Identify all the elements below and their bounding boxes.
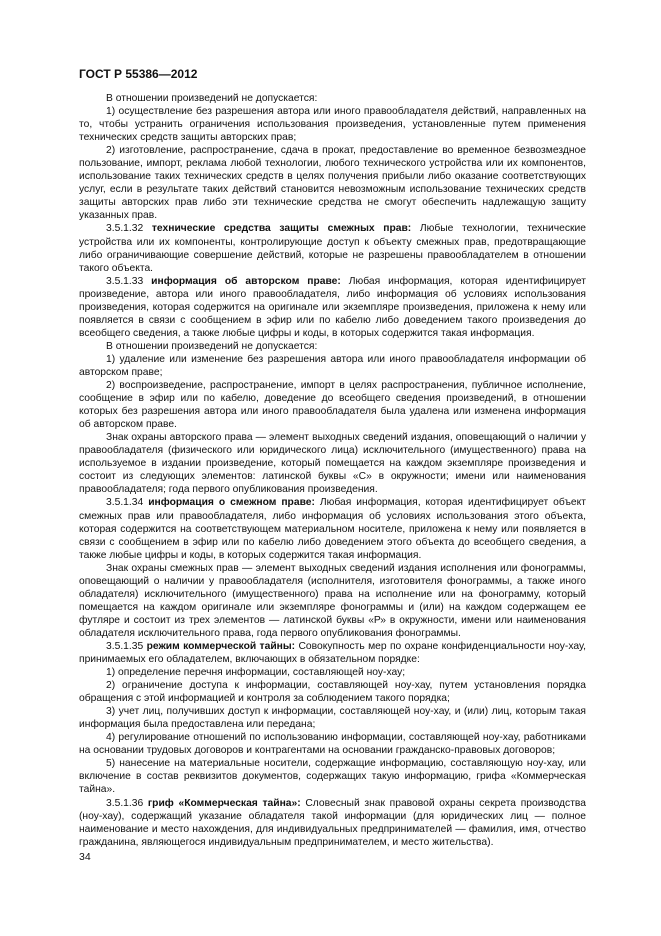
defined-term: режим коммерческой тайны:: [146, 640, 296, 652]
clause-number: 3.5.1.35: [106, 640, 144, 652]
clause-number: 3.5.1.36: [106, 797, 144, 809]
paragraph: 1) определение перечня информации, составляющей ноу-хау;: [106, 667, 406, 679]
paragraph: 2) изготовление, распространение, сдача в прокат, предоставление во временное безвозмездное пользование, импорт, реклама любой технологии, любого технического устройства или их компонентов, использование таких технических средств в целях получения прибыли либо оказание соответствующих услуг, если в результате таких действий становится невозможным использование технических средств защиты авторских прав либо эти технические средства не смогут обеспечить надлежащую защиту указанных прав.: [79, 145, 586, 222]
definition-paragraph: 3.5.1.35 режим коммерческой тайны: Совокупность мер по охране конфиденциальности ноу-хау, принимаемых его обладателем, включающих в обязательном порядке:: [79, 640, 586, 666]
definition-paragraph: 3.5.1.36 гриф «Коммерческая тайна»: Словесный знак правовой охраны секрета производства (ноу-хау), содержащий указание обладателя такой информации (для юридических лиц — полное наименование и место нахождения, для индивидуальных предпринимателей — фамилия, имя, отчество гражданина, являющегося индивидуальным предпринимателем, и место жительства).: [79, 797, 586, 848]
paragraph: В отношении произведений не допускается:: [106, 340, 318, 352]
clause-number: 3.5.1.33: [106, 275, 144, 287]
paragraph: 2) воспроизведение, распространение, импорт в целях распространения, публичное исполнение, сообщение в эфир или по кабелю, доведение до всеобщего сведения произведений, в отношении которых без разрешения автора или иного правообладателя была удалена или изменена информация об авторском праве.: [79, 380, 586, 431]
paragraph: В отношении произведений не допускается:: [106, 93, 318, 104]
defined-term: технические средства защиты смежных прав:: [151, 223, 412, 235]
defined-term: информация о смежном праве:: [148, 497, 315, 509]
defined-term: гриф «Коммерческая тайна»:: [147, 797, 301, 809]
clause-number: 3.5.1.32: [106, 223, 144, 235]
paragraph: Знак охраны смежных прав — элемент выходных сведений издания исполнения или фонограммы, оповещающий о наличии у правообладателя (исполнителя, изготовителя фонограммы, а также иного обладателя) исключительного (имущественного) права на исполнение или на фонограмму, который помещается на каждом оригинале или экземпляре фонограммы и (или) на каждом содержащем ее футляре и состоит из трех элементов — латинской буквы «Р» в окружности, имени или наименования обладателя исключительного права, года первого опубликования фонограммы.: [79, 562, 586, 639]
paragraph: 4) регулирование отношений по использованию информации, составляющей ноу-хау, работниками на основании трудовых договоров и контрагентами на основании гражданско-правовых договоров;: [79, 732, 586, 757]
defined-term: информация об авторском праве:: [151, 275, 341, 287]
document-header: ГОСТ Р 55386—2012: [79, 67, 198, 81]
paragraph: 1) удаление или изменение без разрешения автора или иного правообладателя информации об авторском праве;: [79, 353, 586, 378]
paragraph: 2) ограничение доступа к информации, составляющей ноу-хау, путем установления порядка обращения с этой информацией и контроля за соблюдением такого порядка;: [79, 680, 586, 705]
page-number: 34: [79, 851, 91, 863]
definition-paragraph: 3.5.1.33 информация об авторском праве: Любая информация, которая идентифицирует произведение, автора или иного правообладателя, либо информация об условиях использования произведения, которая содержится на оригинале или экземпляре произведения, приложена к нему или появляется в связи с сообщением в эфир или по кабелю либо доведением такого произведения до всеобщего сведения, а также любые цифры и коды, в которых содержится такая информация.: [79, 275, 586, 339]
definition-paragraph: 3.5.1.32 технические средства защиты смежных прав: Любые технологии, технические устройства или их компоненты, контролирующие доступ к объекту смежных прав, предотвращающие либо ограничивающие совершение действий, которые не разрешены правообладателем в отношении такого объекта.: [79, 223, 586, 274]
clause-number: 3.5.1.34: [106, 497, 144, 509]
paragraph: 5) нанесение на материальные носители, содержащие информацию, составляющую ноу-хау, или включение в состав реквизитов документов, содержащих такую информацию, грифа «Коммерческая тайна».: [79, 758, 586, 796]
paragraph: 3) учет лиц, получивших доступ к информации, составляющей ноу-хау, и (или) лиц, которым такая информация была предоставлена или передана;: [79, 706, 586, 731]
paragraph: Знак охраны авторского права — элемент выходных сведений издания, оповещающий о наличии у правообладателя (физического или юридического лица) исключительного (имущественного) права на используемое в издании произведение, который помещается на каждом экземпляре произведения и состоит из следующих элементов: латинской буквы «С» в окружности; имени или наименования правообладателя; года первого опубликования произведения.: [79, 432, 586, 496]
paragraph: 1) осуществление без разрешения автора или иного правообладателя действий, направленных на то, чтобы устранить ограничения использования произведения, установленные путем применения технических средств защиты авторских прав;: [79, 106, 586, 144]
document-body: [79, 92, 586, 849]
definition-paragraph: 3.5.1.34 информация о смежном праве: Любая информация, которая идентифицирует объект смежных прав или правообладателя, либо информация об условиях использования этого объекта, которая содержится на соответствующем материальном носителе, приложена к нему или появляется в связи с сообщением в эфир или по кабелю либо доведением этого объекта до всеобщего сведения, а также любые цифры и коды, в которых содержится такая информация.: [79, 497, 586, 561]
